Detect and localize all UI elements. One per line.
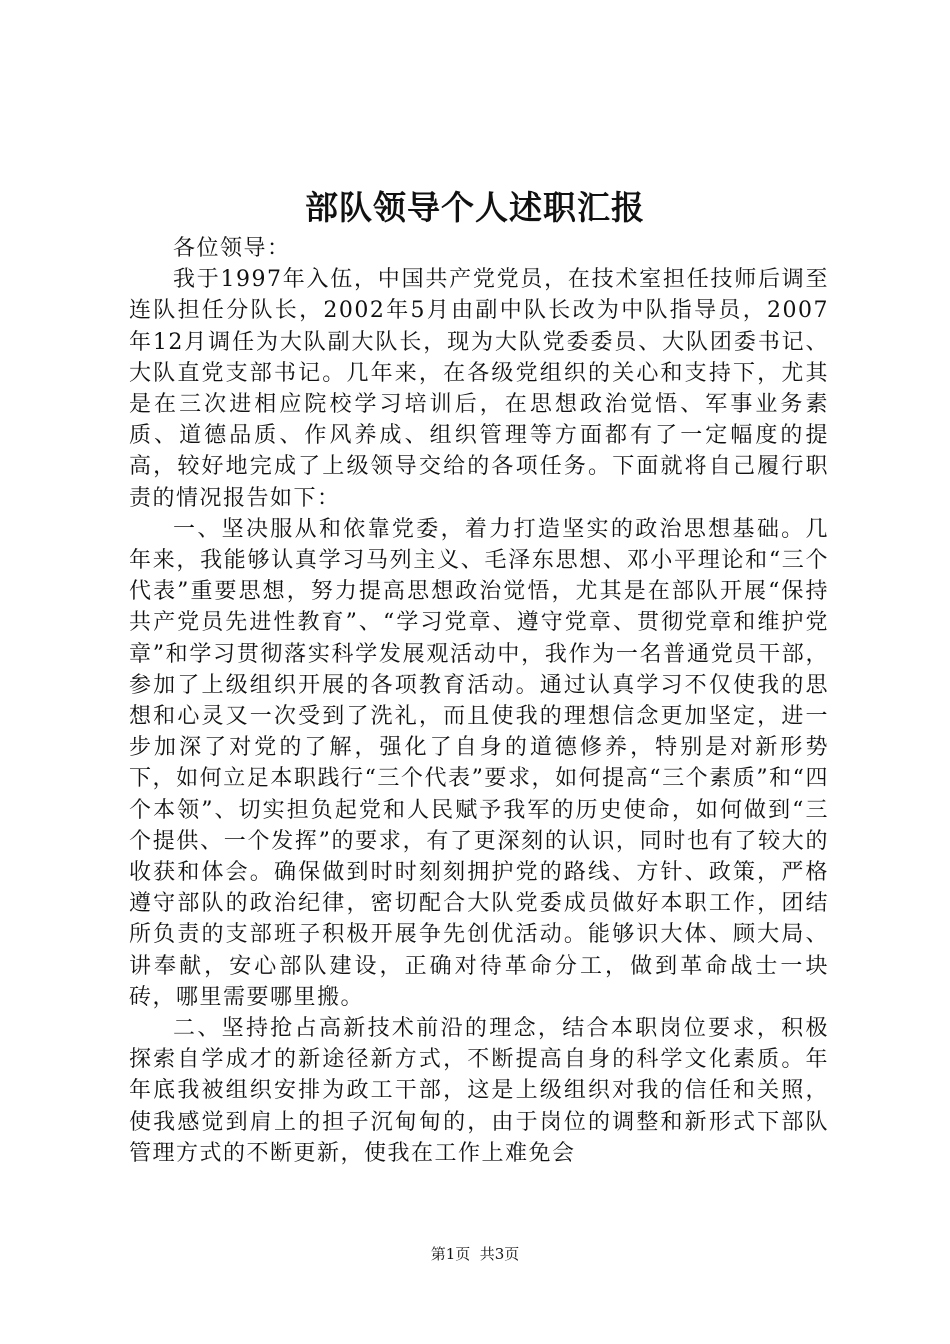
salutation: 各位领导： — [173, 236, 291, 261]
paragraph-intro: 我于1997年入伍，中国共产党党员，在技术室担任技师后调至连队担任分队长，2002年5月由副中队长改为中队指导员，2007年12月调任为大队副大队长，现为大队党委委员、大队团委书记、大队直党支部书记。几年来，在各级党组织的关心和支持下，尤其是在三次进相应院校学习培训后，在思想政治觉悟、军事业务素质、道德品质、作风养成、组织管理等方面都有了一定幅度的提高，较好地完成了上级领导交给的各项任务。下面就将自己履行职责的情况报告如下： — [129, 267, 829, 511]
page-number: 第1页 共3页 — [430, 1245, 520, 1263]
document-title: 部队领导个人述职汇报 — [305, 188, 645, 227]
document-body — [129, 233, 829, 1169]
page-footer — [0, 1243, 950, 1265]
paragraph-section-1: 一、坚决服从和依靠党委，着力打造坚实的政治思想基础。几年来，我能够认真学习马列主义、毛泽东思想、邓小平理论和“三个代表”重要思想，努力提高思想政治觉悟，尤其是在部队开展“保持共产党员先进性教育”、“学习党章、遵守党章、贯彻党章和维护党章”和学习贯彻落实科学发展观活动中，我作为一名普通党员干部，参加了上级组织开展的各项教育活动。通过认真学习不仅使我的思想和心灵又一次受到了洗礼，而且使我的理想信念更加坚定，进一步加深了对党的了解，强化了自身的道德修养，特别是对新形势下，如何立足本职践行“三个代表”要求，如何提高“三个素质”和“四个本领”、切实担负起党和人民赋予我军的历史使命，如何做到“三个提供、一个发挥”的要求，有了更深刻的认识，同时也有了较大的收获和体会。确保做到时时刻刻拥护党的路线、方针、政策，严格遵守部队的政治纪律，密切配合大队党委成员做好本职工作，团结所负责的支部班子积极开展争先创优活动。能够识大体、顾大局、讲奉献，安心部队建设，正确对待革命分工，做到革命战士一块砖，哪里需要哪里搬。 — [129, 516, 829, 1010]
paragraph-section-2: 二、坚持抢占高新技术前沿的理念，结合本职岗位要求，积极探索自学成才的新途径新方式，不断提高自身的科学文化素质。年年底我被组织安排为政工干部，这是上级组织对我的信任和关照，使我感觉到肩上的担子沉甸甸的，由于岗位的调整和新形式下部队管理方式的不断更新，使我在工作上难免会 — [129, 1016, 829, 1166]
